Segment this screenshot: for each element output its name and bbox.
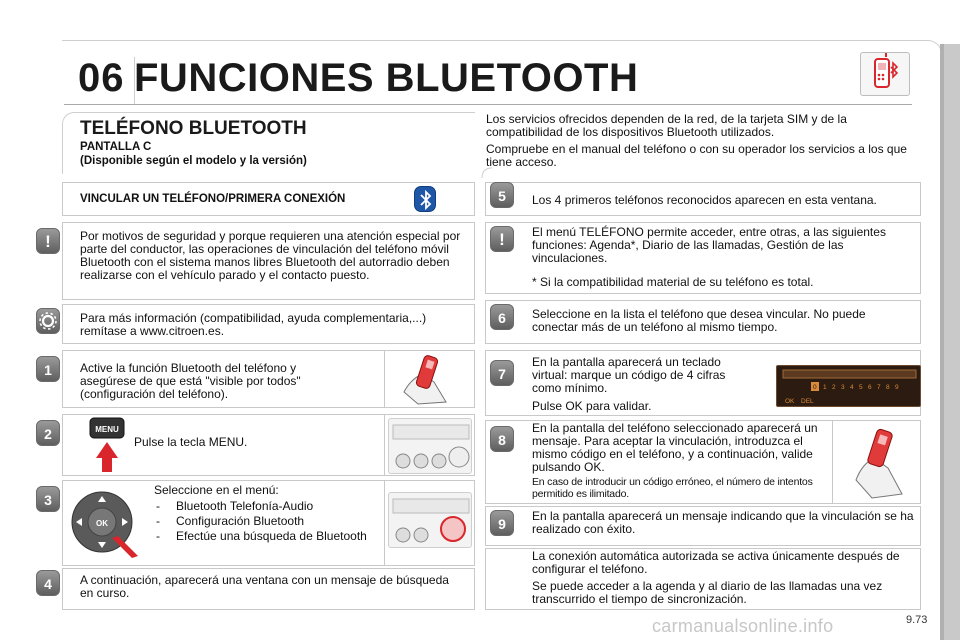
gear-icon xyxy=(36,308,60,334)
step-9-text: En la pantalla aparecerá un mensaje indicando que la vinculación se ha realizado con éxito. xyxy=(532,509,914,536)
radio-unit-image xyxy=(388,418,472,474)
keypad-digit-8: 8 xyxy=(886,384,890,391)
keypad-digit-0: 0 xyxy=(813,384,817,391)
chapter-title: FUNCIONES BLUETOOTH xyxy=(134,56,639,100)
step-9-badge: 9 xyxy=(490,510,514,536)
keypad-digit-5: 5 xyxy=(859,384,863,391)
ok-key-label: OK xyxy=(96,519,108,528)
step-3-menu-list xyxy=(154,500,374,545)
screen-del-label: DEL xyxy=(801,398,814,405)
step-4-badge: 4 xyxy=(36,570,60,596)
section-title: TELÉFONO BLUETOOTH xyxy=(80,118,307,139)
phone-in-hand-image xyxy=(400,352,456,406)
menu-key-label: MENU xyxy=(95,425,119,434)
intro-paragraph-manual: Compruebe en el manual del teléfono o con su operador los servicios a los que tiene acceso. xyxy=(486,142,907,169)
step-2-text: Pulse la tecla MENU. xyxy=(134,435,248,449)
compatibility-footnote: * Si la compatibilidad material de su teléfono es total. xyxy=(532,275,814,289)
step-6-badge: 6 xyxy=(490,304,514,330)
menu-item-bluetooth-search: - Efectúe una búsqueda de Bluetooth xyxy=(154,530,374,543)
step-5-text: Los 4 primeros teléfonos reconocidos aparecen en esta ventana. xyxy=(532,193,877,207)
menu-info-text: El menú TELÉFONO permite acceder, entre otras, a las siguientes funciones: Agenda*, Diario de las llamadas, Gestión de las vinculaciones. xyxy=(532,225,886,265)
section-subtitle-screen: PANTALLA C xyxy=(80,141,152,153)
chapter-number: 06 xyxy=(78,56,125,100)
step-3-intro: Seleccione en el menú: xyxy=(154,483,279,497)
warning-text: Por motivos de seguridad y porque requieren una atención especial por parte del conductor, las operaciones de vinculación del teléfono móvil Bluetooth con el sistema manos libres Bluetooth del autorradio deben realizarse con el vehículo parado y el contacto puesto. xyxy=(80,229,461,282)
step-7-text: En la pantalla aparecerá un teclado virtual: marque un código de 4 cifras como mínimo. xyxy=(532,355,726,395)
menu-key-image xyxy=(86,416,130,474)
phone-in-hand-image-2 xyxy=(850,424,910,500)
menu-info-warning-badge: ! xyxy=(490,226,514,252)
step-4-text: A continuación, aparecerá una ventana con un mensaje de búsqueda en curso. xyxy=(80,573,449,600)
keypad-digit-6: 6 xyxy=(868,384,872,391)
menu-item-bluetooth-config: - Configuración Bluetooth xyxy=(154,515,374,528)
keypad-digit-2: 2 xyxy=(832,384,836,391)
watermark: carmanualsonline.info xyxy=(652,616,834,636)
step-7-validate: Pulse OK para validar. xyxy=(532,399,652,413)
step-3-badge: 3 xyxy=(36,486,60,512)
info-text: Para más información (compatibilidad, ayuda complementaria,...) remítase a www.citroen.es. xyxy=(80,311,427,338)
step-1-badge: 1 xyxy=(36,356,60,382)
ok-navigation-pad-image xyxy=(68,484,144,562)
step-8-text: En la pantalla del teléfono seleccionado aparecerá un mensaje. Para aceptar la vinculación, introduzca el mismo código en el teléfono, y a continuación, valide pulsando OK. xyxy=(532,421,818,474)
keypad-digit-3: 3 xyxy=(841,384,845,391)
pair-heading: VINCULAR UN TELÉFONO/PRIMERA CONEXIÓN xyxy=(80,193,346,205)
screen-ok-label: OK xyxy=(785,398,795,405)
step-1-text: Active la función Bluetooth del teléfono y asegúrese de que está "visible por todos" (configuración del teléfono). xyxy=(80,361,301,401)
header-rule xyxy=(64,104,912,105)
step-6-text: Seleccione en la lista el teléfono que desea vincular. No puede conectar más de un teléfono al mismo tiempo. xyxy=(532,307,866,334)
virtual-keypad-screen xyxy=(776,365,921,407)
warning-badge: ! xyxy=(36,228,60,254)
section-subtitle-availability: (Disponible según el modelo y la versión) xyxy=(80,155,307,167)
radio-unit-image-2 xyxy=(388,492,472,548)
step-2-badge: 2 xyxy=(36,420,60,446)
keypad-digit-1: 1 xyxy=(823,384,827,391)
intro-paragraph-services: Los servicios ofrecidos dependen de la red, de la tarjeta SIM y de la compatibilidad de los dispositivos Bluetooth utilizados. xyxy=(486,112,847,139)
step-8-note: En caso de introducir un código erróneo, el número de intentos permitido es ilimitado. xyxy=(532,476,813,500)
intro-frame xyxy=(474,110,944,180)
step-7-badge: 7 xyxy=(490,360,514,386)
bluetooth-icon xyxy=(414,186,436,212)
step-8-badge: 8 xyxy=(490,426,514,452)
keypad-digit-9: 9 xyxy=(895,384,899,391)
sync-text: Se puede acceder a la agenda y al diario de las llamadas una vez transcurrido el tiempo de sincronización. xyxy=(532,579,883,606)
auto-connection-text: La conexión automática autorizada se activa únicamente después de configurar el teléfono. xyxy=(532,549,900,576)
page-number: 9.73 xyxy=(906,614,928,626)
step-5-badge: 5 xyxy=(490,182,514,208)
keypad-digit-7: 7 xyxy=(877,384,881,391)
bluetooth-phone-icon xyxy=(860,52,910,96)
menu-item-bluetooth-audio: - Bluetooth Telefonía-Audio xyxy=(154,500,374,513)
keypad-digit-4: 4 xyxy=(850,384,854,391)
